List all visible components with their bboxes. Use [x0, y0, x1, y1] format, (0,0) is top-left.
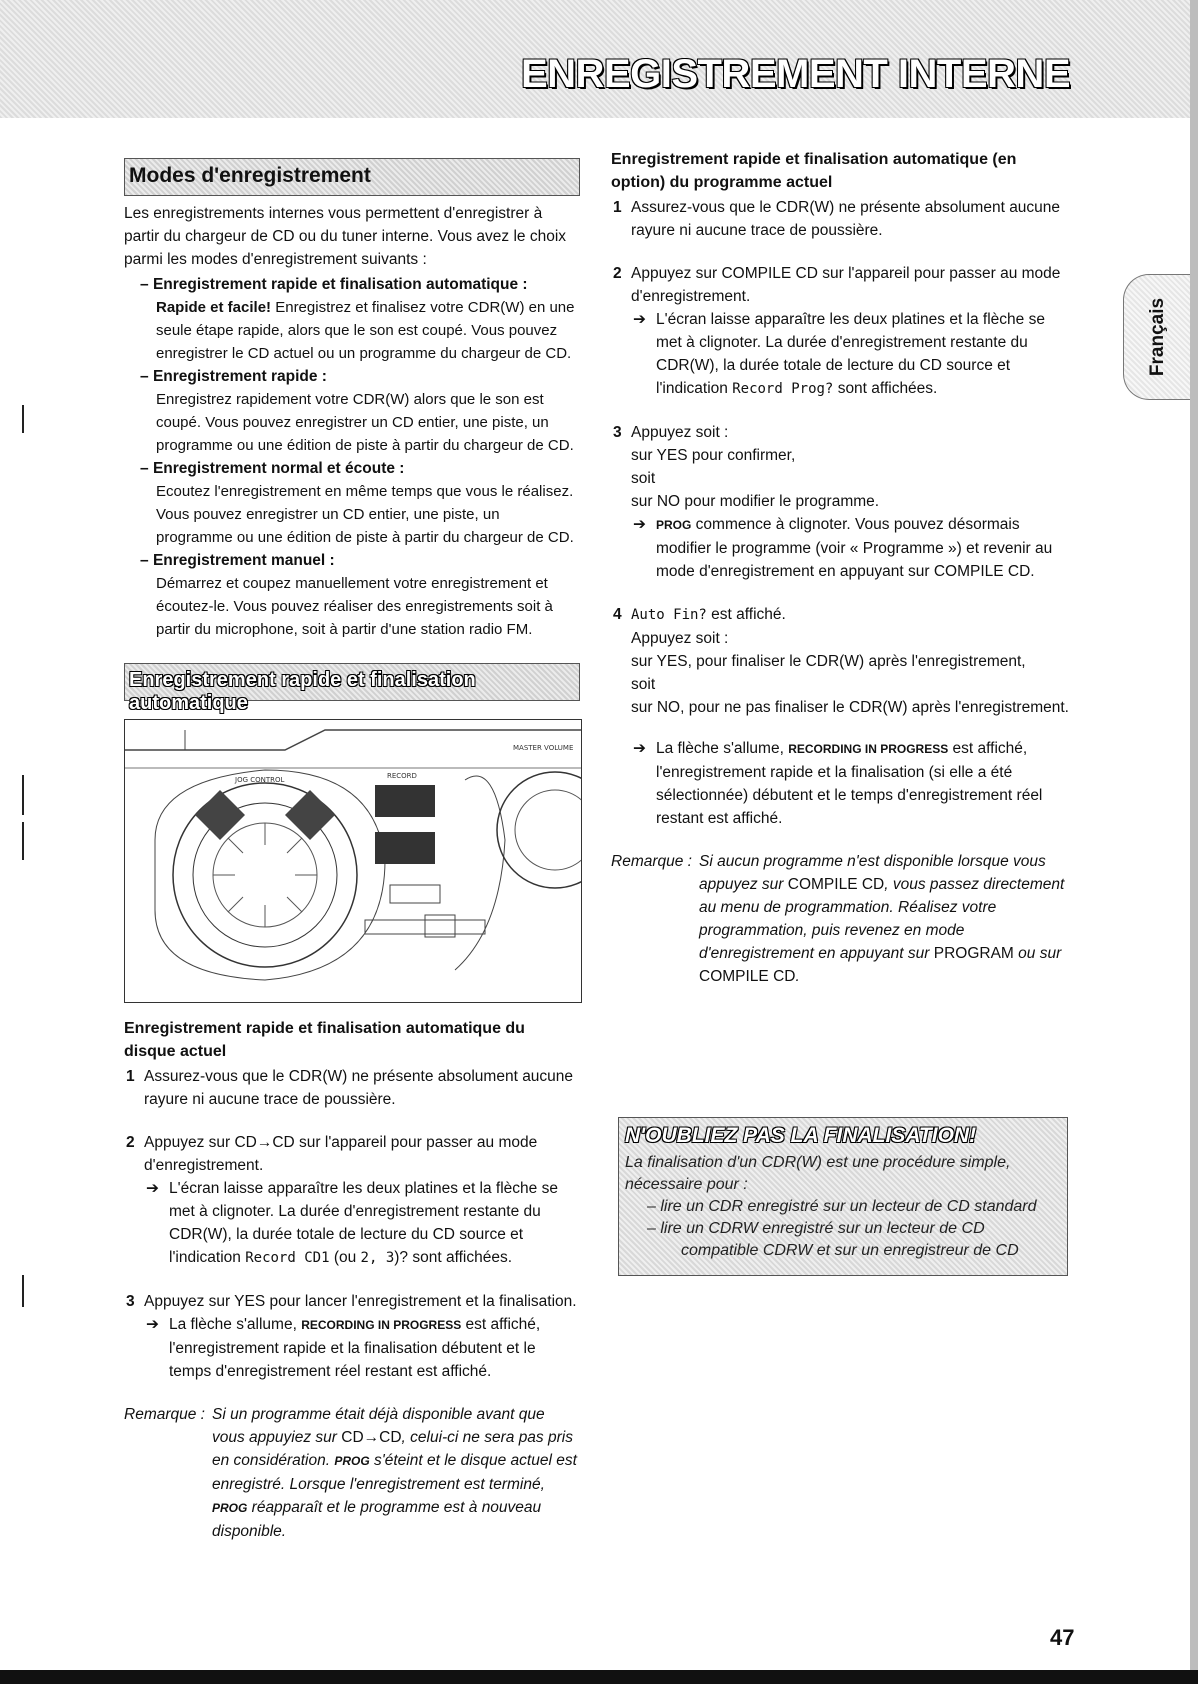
page-edge [1190, 0, 1198, 1684]
mode-title: – Enregistrement rapide et finalisation automatique : [140, 276, 528, 293]
lcd-text: Record CD1 [245, 1250, 330, 1266]
mode-body: Démarrez et coupez manuellement votre enregistrement et écoutez-le. Vous pouvez réaliser des enregistrements soit à partir du microphone, soit à partir d'une station radio FM. [156, 575, 553, 638]
mode-title: – Enregistrement normal et écoute : [140, 460, 405, 477]
fast-heading-box [124, 663, 580, 714]
step-text: Assurez-vous que le CDR(W) ne présente absolument aucune rayure ni aucune trace de poussière. [631, 199, 1061, 239]
finalisation-reminder [618, 1117, 1068, 1276]
step-text: Appuyez sur YES pour lancer l'enregistrement et la finalisation. [144, 1293, 577, 1310]
reminder-item: – lire un CDRW enregistré sur un lecteur de CD [647, 1220, 985, 1237]
master-volume-label: MASTER VOLUME [513, 744, 574, 752]
mode-title: – Enregistrement manuel : [140, 552, 335, 569]
reminder-item: compatible CDRW et sur un enregistreur de CD [681, 1242, 1019, 1259]
arrow-icon: ➔ [633, 516, 646, 533]
step-line: sur NO, pour ne pas finaliser le CDR(W) après l'enregistrement. [631, 699, 1069, 716]
step-text: Auto Fin? est affiché. [631, 606, 786, 623]
arrow-icon: ➔ [633, 311, 646, 328]
step-2 [611, 262, 1071, 401]
arrow-icon: ➔ [633, 740, 646, 757]
step-line: sur YES pour confirmer, [631, 447, 796, 464]
program-note: Remarque : Si aucun programme n'est disponible lorsque vous appuyez sur COMPILE CD, vous passez directement au menu de programmation. Réalisez votre programmation, puis revenez en mode d'enregistrement en appuyant sur PROGRAM ou sur COMPILE CD. [611, 853, 1065, 985]
margin-mark [22, 405, 24, 433]
step-result: ➔ La flèche s'allume, RECORDING IN PROGRESS est affiché, l'enregistrement rapide et la finalisation débutent et le temps d'enregistrement réel restant est affiché. [144, 1313, 580, 1383]
reminder-text: La finalisation d'un CDR(W) est une procédure simple, nécessaire pour : [625, 1154, 1011, 1193]
reminder-title: N'OUBLIEZ PAS LA FINALISATION! [625, 1124, 977, 1147]
step-text: Appuyez sur CD→CD sur l'appareil pour passer au mode d'enregistrement. [144, 1134, 538, 1174]
arrow-icon: ➔ [146, 1180, 159, 1197]
step-result: ➔ L'écran laisse apparaître les deux platines et la flèche se met à clignoter. La durée d'enregistrement restante du CDR(W), la durée totale de lecture du CD source et l'indication Record CD1 (ou 2, 3)? sont affichées. [144, 1177, 580, 1270]
page-title: ENREGISTREMENT INTERNE [520, 52, 1070, 96]
step-line: Appuyez soit : [631, 630, 729, 647]
page-number: 47 [1050, 1625, 1075, 1650]
step-2 [124, 1131, 580, 1270]
left-column [124, 158, 580, 1543]
mode-body: Enregistrez rapidement votre CDR(W) alors que le son est coupé. Vous pouvez enregistrer un CD entier, une piste, un programme ou une édition de piste à partir du chargeur de CD. [156, 391, 574, 454]
program-heading: Enregistrement rapide et finalisation automatique (en option) du programme actuel [611, 151, 1017, 191]
step-1 [611, 196, 1071, 242]
mode-body: Rapide et facile! Enregistrez et finalisez votre CDR(W) en une seule étape rapide, alors que le son est coupé. Vous pouvez enregistrer le CD actuel ou un programme du chargeur de CD. [156, 299, 575, 362]
step-text: Appuyez sur COMPILE CD sur l'appareil pour passer au mode d'enregistrement. [631, 265, 1061, 305]
step-number: 3 [126, 1293, 135, 1310]
step-3 [611, 421, 1071, 583]
step-number: 2 [126, 1134, 135, 1151]
step-line: sur YES, pour finaliser le CDR(W) après l'enregistrement, [631, 653, 1026, 670]
step-1 [124, 1065, 580, 1111]
bottom-bar [0, 1670, 1198, 1684]
display-indicator: RECORDING IN PROGRESS [301, 1318, 462, 1332]
modes-intro: Les enregistrements internes vous permettent d'enregistrer à partir du chargeur de CD ou du tuner interne. Vous avez le choix parmi les modes d'enregistrement suivants : [124, 205, 567, 268]
step-number: 1 [613, 199, 622, 216]
language-tab-label: Français [1147, 297, 1168, 377]
step-line: soit [631, 470, 656, 487]
device-illustration [124, 719, 582, 1003]
modes-heading: Modes d'enregistrement [129, 164, 371, 187]
lcd-text: Record Prog? [732, 381, 834, 397]
step-number: 4 [613, 606, 622, 623]
step-4 [611, 603, 1071, 830]
record-label: RECORD [387, 772, 417, 780]
step-text: Assurez-vous que le CDR(W) ne présente absolument aucune rayure ni aucune trace de poussière. [144, 1068, 574, 1108]
margin-mark [22, 822, 24, 860]
mode-body: Ecoutez l'enregistrement en même temps que vous le réalisez. Vous pouvez enregistrer un CD entier, une piste, un programme ou une édition de piste à partir du chargeur de CD. [156, 483, 574, 546]
step-result: ➔ L'écran laisse apparaître les deux platines et la flèche se met à clignoter. La durée d'enregistrement restante du CDR(W), la durée totale de lecture du CD source et l'indication Record Prog? sont affichées. [631, 308, 1071, 401]
mode-emph: Rapide et facile! [156, 299, 272, 316]
fast-note: Remarque : Si un programme était déjà disponible avant que vous appuyiez sur CD→CD, celui-ci ne sera pas pris en considération. PROG s'éteint et le disque actuel est enregistré. Lorsque l'enregistrement est terminé, PROG réapparaît et le programme est à nouveau disponible. [124, 1406, 577, 1540]
margin-mark [22, 1275, 24, 1307]
step-number: 1 [126, 1068, 135, 1085]
step-line: sur NO pour modifier le programme. [631, 493, 880, 510]
step-line: Appuyez soit : [631, 424, 729, 441]
fast-heading: Enregistrement rapide et finalisation automatique [129, 669, 476, 714]
lcd-text: 2, 3 [360, 1250, 395, 1266]
display-indicator: PROG [656, 518, 692, 532]
display-indicator: RECORDING IN PROGRESS [788, 742, 949, 756]
reminder-item: – lire un CDR enregistré sur un lecteur de CD standard [647, 1198, 1037, 1215]
right-column [611, 148, 1071, 988]
step-result: ➔ La flèche s'allume, RECORDING IN PROGRESS est affiché, l'enregistrement rapide et la finalisation (si elle a été sélectionnée) débutent et le temps d'enregistrement réel restant est affiché. [631, 737, 1071, 830]
step-result: ➔ PROG commence à clignoter. Vous pouvez désormais modifier le programme (voir « Programme ») et revenir au mode d'enregistrement en appuyant sur COMPILE CD. [631, 513, 1071, 583]
jog-control-label: JOG CONTROL [235, 776, 285, 784]
step-number: 2 [613, 265, 622, 282]
arrow-icon: ➔ [146, 1316, 159, 1333]
modes-heading-box [124, 158, 580, 196]
mode-title: – Enregistrement rapide : [140, 368, 327, 385]
step-number: 3 [613, 424, 622, 441]
fast-sub-heading: Enregistrement rapide et finalisation automatique du disque actuel [124, 1020, 525, 1060]
lcd-text: Auto Fin? [631, 607, 707, 623]
margin-mark [22, 775, 24, 815]
step-3 [124, 1290, 580, 1383]
step-line: soit [631, 676, 656, 693]
language-tab [1123, 274, 1190, 400]
